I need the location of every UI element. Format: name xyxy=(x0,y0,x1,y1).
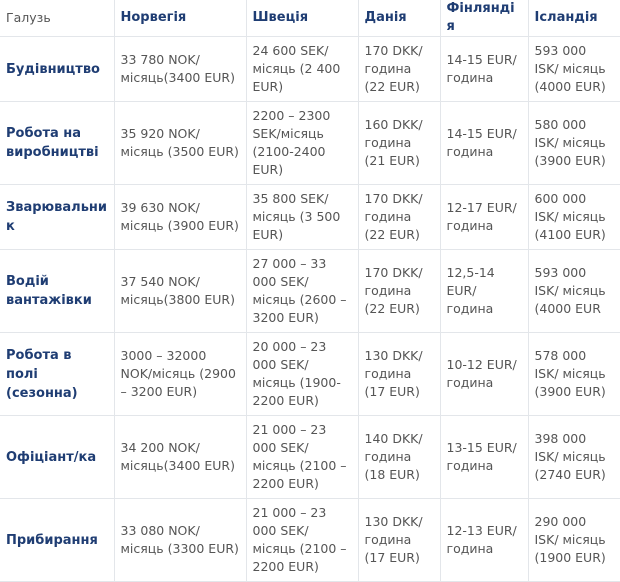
table-header-row xyxy=(0,0,620,37)
iceland-cell: 593 000 ISK/ місяць (4000 EUR xyxy=(528,250,620,333)
industry-cell: Водій вантажівки xyxy=(0,250,114,333)
table-row xyxy=(0,416,620,499)
finland-cell: 12,5-14 EUR/година xyxy=(440,250,528,333)
finland-cell: 12-13 EUR/ година xyxy=(440,499,528,582)
table-row xyxy=(0,250,620,333)
denmark-cell: 170 DKK/ година (22 EUR) xyxy=(358,185,440,250)
header-finland: Фінляндія xyxy=(440,0,528,37)
norway-cell: 35 920 NOK/місяць (3500 EUR) xyxy=(114,102,246,185)
sweden-cell: 35 800 SEK/ місяць (3 500 EUR) xyxy=(246,185,358,250)
norway-cell: 34 200 NOK/ місяць(3400 EUR) xyxy=(114,416,246,499)
sweden-cell: 27 000 – 33 000 SEK/місяць (2600 – 3200 EUR) xyxy=(246,250,358,333)
sweden-cell: 24 600 SEK/ місяць (2 400 EUR) xyxy=(246,37,358,102)
iceland-cell: 578 000 ISK/ місяць (3900 EUR) xyxy=(528,333,620,416)
iceland-cell: 290 000 ISK/ місяць (1900 EUR) xyxy=(528,499,620,582)
finland-cell: 14-15 EUR/ година xyxy=(440,37,528,102)
sweden-cell: 2200 – 2300 SEK/місяць (2100-2400 EUR) xyxy=(246,102,358,185)
norway-cell: 33 780 NOK/ місяць(3400 EUR) xyxy=(114,37,246,102)
norway-cell: 37 540 NOK/ місяць(3800 EUR) xyxy=(114,250,246,333)
finland-cell: 14-15 EUR/ година xyxy=(440,102,528,185)
industry-cell: Прибирання xyxy=(0,499,114,582)
sweden-cell: 21 000 – 23 000 SEK/ місяць (2100 – 2200 EUR) xyxy=(246,416,358,499)
denmark-cell: 170 DKK/ година (22 EUR) xyxy=(358,250,440,333)
norway-cell: 39 630 NOK/місяць (3900 EUR) xyxy=(114,185,246,250)
header-industry: Галузь xyxy=(0,0,114,37)
denmark-cell: 130 DKK/ година (17 EUR) xyxy=(358,499,440,582)
denmark-cell: 140 DKK/ година (18 EUR) xyxy=(358,416,440,499)
industry-cell: Будівництво xyxy=(0,37,114,102)
table-row xyxy=(0,333,620,416)
denmark-cell: 170 DKK/ година (22 EUR) xyxy=(358,37,440,102)
sweden-cell: 21 000 – 23 000 SEK/ місяць (2100 – 2200 EUR) xyxy=(246,499,358,582)
industry-cell: Робота в полі (сезонна) xyxy=(0,333,114,416)
industry-cell: Робота на виробництві xyxy=(0,102,114,185)
industry-cell: Зварювальник xyxy=(0,185,114,250)
table-row xyxy=(0,499,620,582)
denmark-cell: 130 DKK/ година (17 EUR) xyxy=(358,333,440,416)
norway-cell: 3000 – 32000 NOK/місяць (2900 – 3200 EUR) xyxy=(114,333,246,416)
header-iceland: Ісландія xyxy=(528,0,620,37)
norway-cell: 33 080 NOK/місяць (3300 EUR) xyxy=(114,499,246,582)
header-norway: Норвегія xyxy=(114,0,246,37)
finland-cell: 13-15 EUR/ година xyxy=(440,416,528,499)
table-row xyxy=(0,185,620,250)
denmark-cell: 160 DKK/ година (21 EUR) xyxy=(358,102,440,185)
finland-cell: 10-12 EUR/ година xyxy=(440,333,528,416)
table-row xyxy=(0,37,620,102)
header-sweden: Швеція xyxy=(246,0,358,37)
industry-cell: Офіціант/ка xyxy=(0,416,114,499)
iceland-cell: 398 000 ISK/ місяць (2740 EUR) xyxy=(528,416,620,499)
table-row xyxy=(0,102,620,185)
iceland-cell: 580 000 ISK/ місяць (3900 EUR) xyxy=(528,102,620,185)
iceland-cell: 593 000 ISK/ місяць (4000 EUR) xyxy=(528,37,620,102)
header-denmark: Данія xyxy=(358,0,440,37)
sweden-cell: 20 000 – 23 000 SEK/місяць (1900-2200 EUR) xyxy=(246,333,358,416)
finland-cell: 12-17 EUR/ година xyxy=(440,185,528,250)
iceland-cell: 600 000 ISK/ місяць (4100 EUR) xyxy=(528,185,620,250)
